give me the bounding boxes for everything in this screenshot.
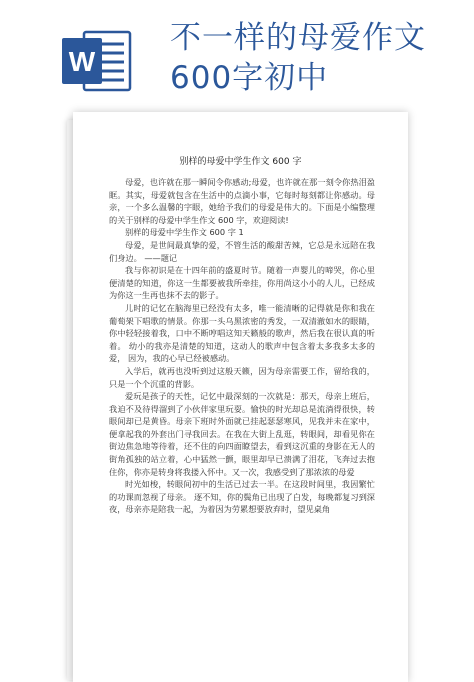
paragraph-subtitle: 别样的母爱中学生作文 600 字 1: [125, 227, 244, 238]
word-logo-letter: W: [68, 46, 96, 77]
paragraph-intro: 母爱，也许就在那一瞬间令你感动;母爱，也许就在那一刻令你热泪盈眶。其实，母爱就包含在生活中的点滴小事，它每时每刻都让你感动。母亲，一个多么温馨的字眼，她给予我们的母爱是伟大的。下面是小编整理的关于别样的母爱中学生作文 600 字，欢迎阅读!: [109, 177, 375, 225]
paragraph-memory: 爱玩是孩子的天性，记忆中最深刻的一次就是：那天，母亲上班后，我迫不及待得溜到了小伙伴家里玩耍。愉快的时光却总是流淌得很快，转眼间却已是黄昏。母亲下班时外面就已挂起瑟瑟寒风，见我并未在家中，便拿起我的外套出门寻我回去。在我在大街上乱逛，转眼间，却看见你在街边焦急地等待着，还不住的向四面瞭望去，看到这沉重的身影在无人的街角孤独的站立着，心中猛然一颤，眼里却早已溃满了泪花，飞奔过去抱住你，你亦是转身将我搂入怀中。又一次，我感受到了那浓浓的母爱: [109, 391, 375, 477]
banner-title: 不一样的母爱作文 600字初中: [170, 20, 426, 96]
word-icon: [62, 28, 132, 94]
paragraph-first-meeting: 我与你初识是在十四年前的盛夏时节。随着一声婴儿的啼哭，你心里便清楚的知道，你这一生都要被我所牵挂，你用尚这小小的人儿，已经成为你这一生再也抹不去的影子。: [109, 265, 375, 301]
paragraph-middle-school: 时光如梭，转眼间初中的生活已过去一半。在这段时间里，我因繁忙的功课而忽视了母亲。 逐不知，你的鬓角已出现了白发，每晚都复习到深夜，母亲亦是陪我一起，为着因为劳累想要放弃时，望见桌角: [109, 479, 375, 515]
paragraph-childhood: 儿时的记忆在脑海里已经没有太多，唯一能清晰的记得就是你和我在葡萄架下唱歌的情景。你那一头乌黑浓密的秀发，一双清澈如水的眼睛，你中轻轻接着我，口中不断哼唱这知天籁般的歌声，然后我在很认真的听着。 幼小的我亦是清楚的知道，这动人的歌声中包含着太多我多太多的爱， 因为，我的心早已经被感动。: [109, 302, 375, 364]
document-body: [109, 176, 375, 516]
paragraph-school: 入学后，就再也没听到过这般天籁，因为母亲需要工作，留给我的，只是一个个沉重的背影。: [109, 365, 375, 389]
banner: [0, 0, 474, 118]
paragraph-epigraph: 母爱，是世间最真挚的爱，不管生活的酸甜苦辣，它总是永远陪在我们身边。 ——题记: [109, 239, 375, 263]
document-title: 别样的母爱中学生作文 600 字: [179, 157, 302, 167]
document-page: [73, 112, 408, 682]
